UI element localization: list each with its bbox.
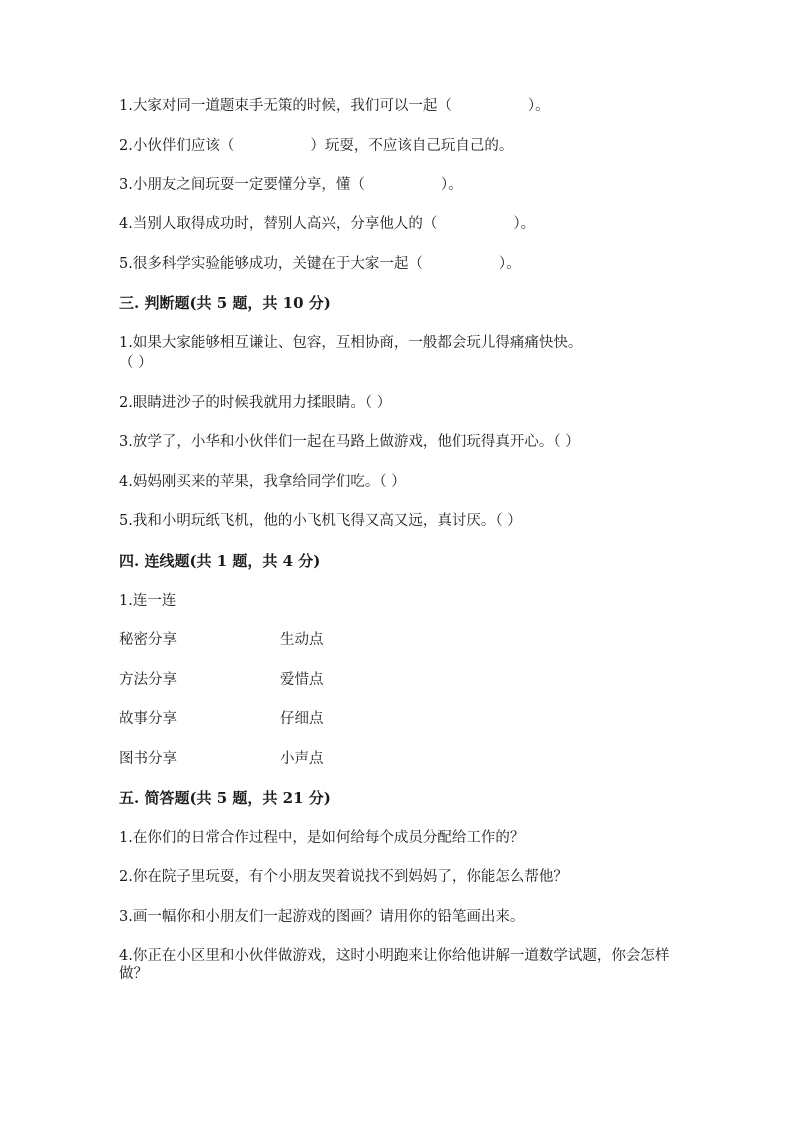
- section-heading-true-false: 三. 判断题(共 5 题，共 10 分): [119, 294, 331, 312]
- item-text: 如果大家能够相互谦让、包容，互相协商，一般都会玩儿得痛痛快快。: [132, 335, 583, 351]
- item-text: 连一连: [132, 593, 177, 609]
- fill-blank-item-2: [119, 137, 513, 155]
- item-text: 你在院子里玩耍，有个小朋友哭着说找不到妈妈了，你能怎么帮他？: [132, 869, 568, 885]
- item-number: 1.: [119, 593, 133, 609]
- true-false-item-2: [119, 394, 391, 412]
- match-left-item[interactable]: 方法分享: [119, 672, 177, 688]
- item-number: 2.: [119, 138, 133, 154]
- item-text-end: ）。: [513, 216, 536, 232]
- item-number: 4.: [119, 948, 133, 964]
- short-answer-item-3: [119, 908, 524, 926]
- match-right-item[interactable]: 生动点: [280, 632, 324, 648]
- item-text: 小朋友之间玩耍一定要懂分享，懂（: [132, 177, 365, 193]
- item-number: 4.: [119, 474, 133, 490]
- item-text: 放学了，小华和小伙伴们一起在马路上做游戏，他们玩得真开心。: [132, 434, 554, 450]
- match-right-item[interactable]: 仔细点: [280, 711, 324, 727]
- item-text-end: ）玩耍，不应该自己玩自己的。: [310, 138, 514, 154]
- item-number: 1.: [119, 98, 133, 114]
- item-text: 小伙伴们应该（: [132, 138, 235, 154]
- item-text: 画一幅你和小朋友们一起游戏的图画？请用你的铅笔画出来。: [132, 909, 525, 925]
- match-left-item[interactable]: 故事分享: [119, 711, 177, 727]
- section-heading-matching: 四. 连线题(共 1 题，共 4 分): [119, 552, 321, 570]
- short-answer-item-2: [119, 868, 568, 886]
- section-heading-short-answer: 五. 简答题(共 5 题，共 21 分): [119, 789, 331, 807]
- answer-paren[interactable]: （ ）: [364, 395, 392, 411]
- short-answer-item-4: [119, 947, 679, 983]
- fill-blank-item-4: [119, 215, 535, 233]
- answer-paren[interactable]: （ ）: [495, 513, 522, 529]
- matching-question: [119, 592, 176, 610]
- item-text: 眼睛进沙子的时候我就用力揉眼睛。: [132, 395, 365, 411]
- match-right-item[interactable]: 爱惜点: [280, 672, 324, 688]
- fill-blank-item-5: [119, 255, 521, 273]
- item-number: 2.: [119, 869, 133, 885]
- item-text-end: ）。: [440, 177, 463, 193]
- item-number: 3.: [119, 177, 133, 193]
- match-right-item[interactable]: 小声点: [280, 751, 324, 767]
- item-text: 很多科学实验能够成功，关键在于大家一起（: [132, 256, 423, 272]
- item-number: 3.: [119, 434, 133, 450]
- item-text: 你正在小区里和小伙伴做游戏，这时小明跑来让你给他讲解一道数学试题，你会怎样做？: [119, 948, 670, 982]
- item-number: 1.: [119, 830, 133, 846]
- item-text: 在你们的日常合作过程中，是如何给每个成员分配给工作的？: [132, 830, 525, 846]
- item-text: 当别人取得成功时，替别人高兴，分享他人的（: [132, 216, 438, 232]
- true-false-item-4: [119, 473, 406, 491]
- item-text-end: ）。: [498, 256, 521, 272]
- true-false-item-3: [119, 433, 580, 451]
- item-text: 大家对同一道题束手无策的时候，我们可以一起（: [132, 98, 452, 114]
- item-number: 3.: [119, 909, 133, 925]
- item-text: 我和小明玩纸飞机，他的小飞机飞得又高又远，真讨厌。: [132, 513, 496, 529]
- true-false-item-1: [119, 334, 582, 352]
- item-number: 5.: [119, 256, 133, 272]
- match-left-item[interactable]: 秘密分享: [119, 632, 177, 648]
- answer-paren[interactable]: （ ）: [553, 434, 580, 450]
- short-answer-item-1: [119, 829, 524, 847]
- item-number: 4.: [119, 216, 133, 232]
- item-text-end: ）。: [527, 98, 550, 114]
- item-number: 5.: [119, 513, 133, 529]
- answer-paren[interactable]: （ ）: [379, 474, 406, 490]
- item-number: 2.: [119, 395, 133, 411]
- answer-paren[interactable]: （ ）: [119, 355, 153, 371]
- true-false-item-5: [119, 512, 522, 530]
- fill-blank-item-1: [119, 97, 550, 115]
- item-text: 妈妈刚买来的苹果，我拿给同学们吃。: [132, 474, 380, 490]
- item-number: 1.: [119, 335, 133, 351]
- fill-blank-item-3: [119, 176, 463, 194]
- match-left-item[interactable]: 图书分享: [119, 751, 177, 767]
